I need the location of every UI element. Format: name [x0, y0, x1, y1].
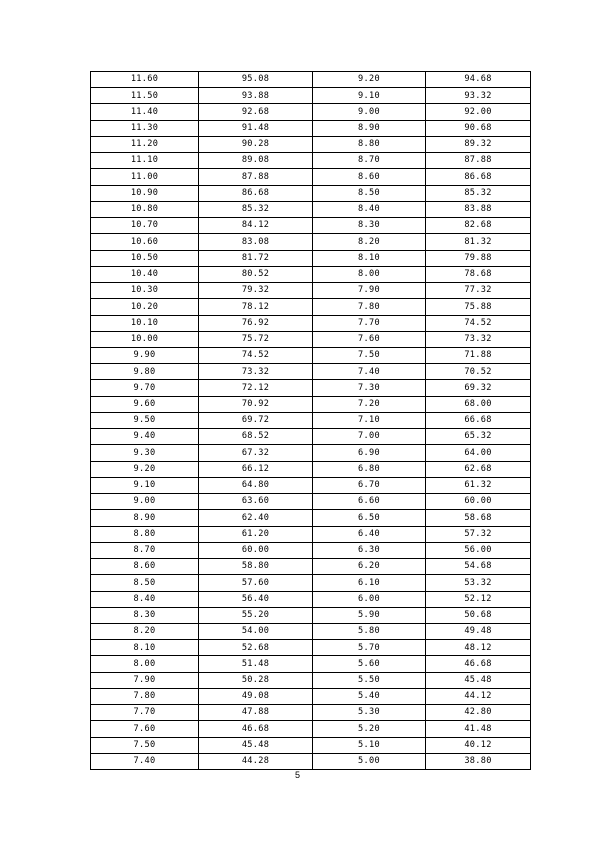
table-cell: 47.88 [199, 705, 313, 721]
table-cell: 54.00 [199, 623, 313, 639]
table-cell: 52.68 [199, 640, 313, 656]
table-row [91, 737, 531, 753]
table-cell: 66.12 [199, 461, 313, 477]
table-cell: 11.20 [91, 136, 199, 152]
table-cell: 9.00 [91, 494, 199, 510]
table-cell: 7.60 [91, 721, 199, 737]
table-row [91, 623, 531, 639]
table-cell: 8.90 [313, 120, 426, 136]
table-row [91, 136, 531, 152]
table-cell: 7.00 [313, 429, 426, 445]
table-cell: 75.72 [199, 331, 313, 347]
table-row [91, 705, 531, 721]
table-cell: 73.32 [199, 364, 313, 380]
table-cell: 62.68 [426, 461, 531, 477]
table-cell: 40.12 [426, 737, 531, 753]
table-row [91, 250, 531, 266]
table-row [91, 721, 531, 737]
table-cell: 50.68 [426, 607, 531, 623]
table-row [91, 510, 531, 526]
table-cell: 57.60 [199, 575, 313, 591]
table-cell: 10.90 [91, 185, 199, 201]
table-cell: 82.68 [426, 218, 531, 234]
table-cell: 11.60 [91, 72, 199, 88]
table-cell: 9.40 [91, 429, 199, 445]
table-row [91, 72, 531, 88]
table-cell: 85.32 [426, 185, 531, 201]
table-cell: 60.00 [426, 494, 531, 510]
table-cell: 11.10 [91, 153, 199, 169]
table-cell: 9.00 [313, 104, 426, 120]
table-row [91, 640, 531, 656]
table-row [91, 266, 531, 282]
table-row [91, 445, 531, 461]
table-cell: 10.20 [91, 299, 199, 315]
table-cell: 8.20 [313, 234, 426, 250]
table-cell: 8.80 [91, 526, 199, 542]
page-number: 5 [294, 770, 300, 780]
table-row [91, 477, 531, 493]
table-cell: 6.90 [313, 445, 426, 461]
table-cell: 86.68 [426, 169, 531, 185]
table-cell: 9.30 [91, 445, 199, 461]
table-cell: 5.40 [313, 688, 426, 704]
table-cell: 89.08 [199, 153, 313, 169]
table-cell: 7.70 [313, 315, 426, 331]
table-cell: 81.32 [426, 234, 531, 250]
table-row [91, 461, 531, 477]
table-cell: 6.00 [313, 591, 426, 607]
table-row [91, 299, 531, 315]
table-cell: 70.52 [426, 364, 531, 380]
table-cell: 78.12 [199, 299, 313, 315]
table-cell: 9.90 [91, 347, 199, 363]
table-cell: 79.88 [426, 250, 531, 266]
table-cell: 87.88 [426, 153, 531, 169]
table-row [91, 526, 531, 542]
table-cell: 85.32 [199, 201, 313, 217]
table-cell: 61.32 [426, 477, 531, 493]
table-cell: 75.88 [426, 299, 531, 315]
table-cell: 9.20 [91, 461, 199, 477]
table-cell: 87.88 [199, 169, 313, 185]
table-body [91, 72, 531, 770]
table-cell: 91.48 [199, 120, 313, 136]
table-row [91, 283, 531, 299]
table-cell: 68.52 [199, 429, 313, 445]
table-cell: 41.48 [426, 721, 531, 737]
table-cell: 8.90 [91, 510, 199, 526]
table-cell: 58.80 [199, 559, 313, 575]
table-cell: 44.28 [199, 753, 313, 769]
table-cell: 7.80 [91, 688, 199, 704]
table-cell: 68.00 [426, 396, 531, 412]
table-cell: 84.12 [199, 218, 313, 234]
table-row [91, 753, 531, 769]
table-cell: 80.52 [199, 266, 313, 282]
table-cell: 94.68 [426, 72, 531, 88]
table-cell: 79.32 [199, 283, 313, 299]
table-cell: 10.10 [91, 315, 199, 331]
table-cell: 5.00 [313, 753, 426, 769]
table-cell: 58.68 [426, 510, 531, 526]
table-cell: 67.32 [199, 445, 313, 461]
table-cell: 11.40 [91, 104, 199, 120]
table-row [91, 396, 531, 412]
table-cell: 81.72 [199, 250, 313, 266]
table-cell: 6.40 [313, 526, 426, 542]
table-cell: 6.70 [313, 477, 426, 493]
table-cell: 60.00 [199, 542, 313, 558]
table-cell: 7.50 [313, 347, 426, 363]
table-cell: 69.32 [426, 380, 531, 396]
table-cell: 10.50 [91, 250, 199, 266]
table-cell: 55.20 [199, 607, 313, 623]
table-cell: 61.20 [199, 526, 313, 542]
table-row [91, 201, 531, 217]
table-row [91, 315, 531, 331]
table-cell: 5.50 [313, 672, 426, 688]
table-cell: 5.20 [313, 721, 426, 737]
table-row [91, 331, 531, 347]
table-cell: 8.30 [91, 607, 199, 623]
table-row [91, 120, 531, 136]
table-cell: 76.92 [199, 315, 313, 331]
table-cell: 65.32 [426, 429, 531, 445]
table-cell: 74.52 [426, 315, 531, 331]
table-cell: 90.68 [426, 120, 531, 136]
table-cell: 7.50 [91, 737, 199, 753]
table-cell: 10.00 [91, 331, 199, 347]
table-cell: 7.90 [313, 283, 426, 299]
table-cell: 8.50 [91, 575, 199, 591]
table-cell: 8.20 [91, 623, 199, 639]
table-cell: 72.12 [199, 380, 313, 396]
table-cell: 83.88 [426, 201, 531, 217]
table-row [91, 656, 531, 672]
table-cell: 8.10 [91, 640, 199, 656]
table-cell: 53.32 [426, 575, 531, 591]
table-cell: 5.10 [313, 737, 426, 753]
table-cell: 64.00 [426, 445, 531, 461]
table-cell: 11.30 [91, 120, 199, 136]
table-cell: 49.48 [426, 623, 531, 639]
table-cell: 90.28 [199, 136, 313, 152]
table-cell: 70.92 [199, 396, 313, 412]
table-cell: 8.70 [91, 542, 199, 558]
table-cell: 66.68 [426, 412, 531, 428]
table-cell: 42.80 [426, 705, 531, 721]
table-cell: 8.00 [313, 266, 426, 282]
table-cell: 7.20 [313, 396, 426, 412]
table-cell: 9.60 [91, 396, 199, 412]
table-row [91, 169, 531, 185]
table-cell: 95.08 [199, 72, 313, 88]
table-cell: 38.80 [426, 753, 531, 769]
table-row [91, 104, 531, 120]
table-cell: 11.50 [91, 88, 199, 104]
table-cell: 11.00 [91, 169, 199, 185]
table-cell: 5.60 [313, 656, 426, 672]
table-cell: 8.60 [313, 169, 426, 185]
table-row [91, 153, 531, 169]
table-cell: 5.90 [313, 607, 426, 623]
table-cell: 5.30 [313, 705, 426, 721]
table-row [91, 234, 531, 250]
table-cell: 8.30 [313, 218, 426, 234]
table-cell: 8.80 [313, 136, 426, 152]
table-row [91, 429, 531, 445]
table-cell: 89.32 [426, 136, 531, 152]
table-cell: 93.88 [199, 88, 313, 104]
table-cell: 74.52 [199, 347, 313, 363]
table-row [91, 218, 531, 234]
table-row [91, 559, 531, 575]
table-cell: 10.40 [91, 266, 199, 282]
table-cell: 9.50 [91, 412, 199, 428]
table-cell: 6.30 [313, 542, 426, 558]
table-cell: 10.80 [91, 201, 199, 217]
table-cell: 45.48 [199, 737, 313, 753]
table-cell: 46.68 [199, 721, 313, 737]
table-cell: 54.68 [426, 559, 531, 575]
table-cell: 8.60 [91, 559, 199, 575]
table-cell: 8.40 [91, 591, 199, 607]
table-cell: 9.10 [313, 88, 426, 104]
table-row [91, 575, 531, 591]
table-cell: 6.80 [313, 461, 426, 477]
table-cell: 8.50 [313, 185, 426, 201]
table-cell: 46.68 [426, 656, 531, 672]
table-cell: 7.90 [91, 672, 199, 688]
table-cell: 48.12 [426, 640, 531, 656]
table-cell: 9.70 [91, 380, 199, 396]
table-row [91, 347, 531, 363]
table-cell: 92.00 [426, 104, 531, 120]
table-cell: 56.00 [426, 542, 531, 558]
table-cell: 7.70 [91, 705, 199, 721]
table-cell: 6.60 [313, 494, 426, 510]
table-cell: 5.80 [313, 623, 426, 639]
table-cell: 6.10 [313, 575, 426, 591]
table-row [91, 591, 531, 607]
table-cell: 9.80 [91, 364, 199, 380]
table-cell: 45.48 [426, 672, 531, 688]
table-cell: 52.12 [426, 591, 531, 607]
table-row [91, 380, 531, 396]
table-cell: 9.20 [313, 72, 426, 88]
table-row [91, 412, 531, 428]
table-cell: 9.10 [91, 477, 199, 493]
table-row [91, 364, 531, 380]
table-cell: 73.32 [426, 331, 531, 347]
table-cell: 63.60 [199, 494, 313, 510]
table-cell: 7.60 [313, 331, 426, 347]
table-cell: 7.10 [313, 412, 426, 428]
table-cell: 5.70 [313, 640, 426, 656]
table-cell: 62.40 [199, 510, 313, 526]
table-cell: 78.68 [426, 266, 531, 282]
table-cell: 6.20 [313, 559, 426, 575]
table-cell: 92.68 [199, 104, 313, 120]
table-cell: 7.40 [91, 753, 199, 769]
table-row [91, 607, 531, 623]
table-row [91, 542, 531, 558]
table-cell: 8.40 [313, 201, 426, 217]
table-cell: 51.48 [199, 656, 313, 672]
table-cell: 86.68 [199, 185, 313, 201]
table-cell: 64.80 [199, 477, 313, 493]
table-cell: 10.30 [91, 283, 199, 299]
table-cell: 56.40 [199, 591, 313, 607]
table-row [91, 672, 531, 688]
table-cell: 10.70 [91, 218, 199, 234]
table-cell: 7.80 [313, 299, 426, 315]
table-cell: 83.08 [199, 234, 313, 250]
table-cell: 71.88 [426, 347, 531, 363]
data-table [90, 71, 531, 770]
table-cell: 7.40 [313, 364, 426, 380]
table-row [91, 88, 531, 104]
table-cell: 44.12 [426, 688, 531, 704]
table-cell: 49.08 [199, 688, 313, 704]
table-cell: 8.70 [313, 153, 426, 169]
table-cell: 8.10 [313, 250, 426, 266]
table-cell: 8.00 [91, 656, 199, 672]
table-cell: 10.60 [91, 234, 199, 250]
table-row [91, 185, 531, 201]
table-cell: 50.28 [199, 672, 313, 688]
table-row [91, 688, 531, 704]
table-cell: 6.50 [313, 510, 426, 526]
table-cell: 7.30 [313, 380, 426, 396]
table-cell: 93.32 [426, 88, 531, 104]
table-cell: 57.32 [426, 526, 531, 542]
table-cell: 69.72 [199, 412, 313, 428]
table-cell: 77.32 [426, 283, 531, 299]
table-row [91, 494, 531, 510]
